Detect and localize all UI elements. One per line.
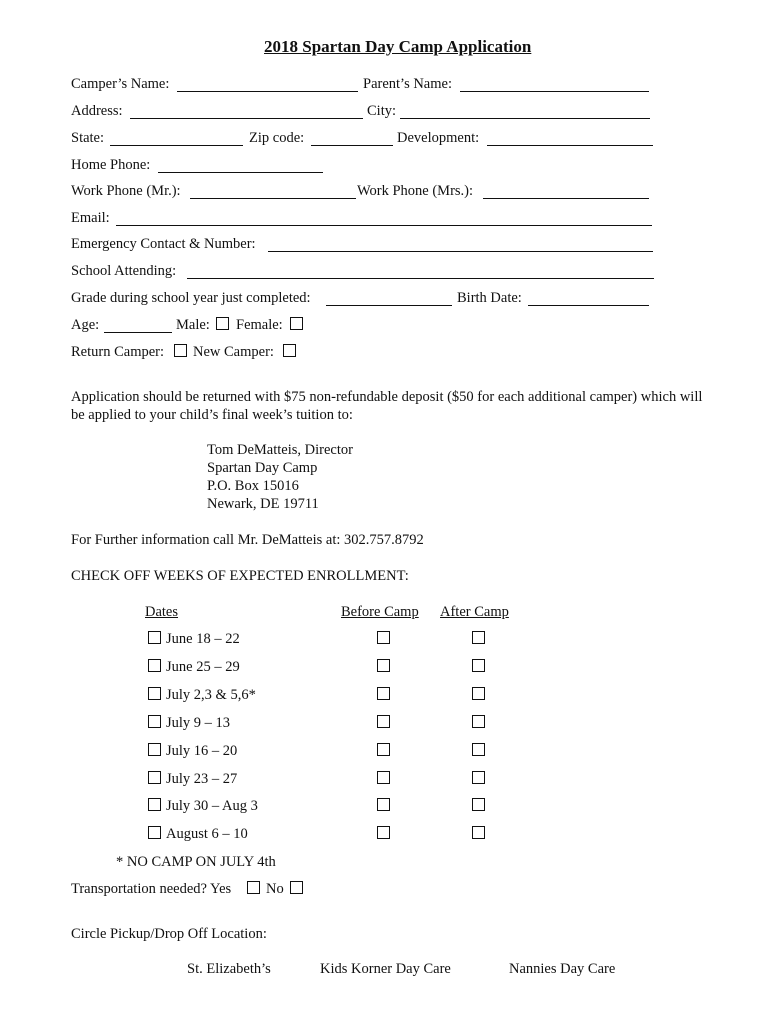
- after-camp-header: After Camp: [440, 604, 509, 620]
- info-text: For Further information call Mr. DeMatteis at: 302.757.8792: [71, 532, 424, 548]
- address-line: Tom DeMatteis, Director: [207, 442, 353, 458]
- week-checkbox[interactable]: [148, 687, 161, 700]
- weeks-heading: CHECK OFF WEEKS OF EXPECTED ENROLLMENT:: [71, 568, 409, 584]
- age-label: Age:: [71, 317, 100, 333]
- address-field[interactable]: [130, 118, 363, 119]
- home-phone-label: Home Phone:: [71, 157, 151, 173]
- age-field[interactable]: [104, 332, 172, 333]
- new-camper-checkbox[interactable]: [283, 344, 296, 357]
- before-camp-header: Before Camp: [341, 604, 419, 620]
- after-camp-checkbox[interactable]: [472, 687, 485, 700]
- after-camp-checkbox[interactable]: [472, 771, 485, 784]
- week-checkbox[interactable]: [148, 631, 161, 644]
- no-camp-note: * NO CAMP ON JULY 4th: [116, 854, 276, 870]
- page-title: 2018 Spartan Day Camp Application: [264, 37, 532, 56]
- grade-label: Grade during school year just completed:: [71, 290, 311, 306]
- state-field[interactable]: [110, 145, 243, 146]
- week-checkbox[interactable]: [148, 771, 161, 784]
- city-label: City:: [367, 103, 397, 119]
- before-camp-checkbox[interactable]: [377, 743, 390, 756]
- return-camper-label: Return Camper:: [71, 344, 165, 360]
- emergency-contact-label: Emergency Contact & Number:: [71, 236, 256, 252]
- grade-field[interactable]: [326, 305, 452, 306]
- male-checkbox[interactable]: [216, 317, 229, 330]
- after-camp-checkbox[interactable]: [472, 631, 485, 644]
- male-label: Male:: [176, 317, 210, 333]
- location-nannies[interactable]: Nannies Day Care: [509, 961, 616, 977]
- development-label: Development:: [397, 130, 480, 146]
- instructions-line-2: be applied to your child’s final week’s tuition to:: [71, 407, 353, 423]
- week-label: July 2,3 & 5,6*: [166, 687, 256, 703]
- location-st-elizabeths[interactable]: St. Elizabeth’s: [187, 961, 271, 977]
- school-label: School Attending:: [71, 263, 177, 279]
- before-camp-checkbox[interactable]: [377, 798, 390, 811]
- campers-name-label: Camper’s Name:: [71, 76, 170, 92]
- week-label: July 9 – 13: [166, 715, 231, 731]
- week-label: August 6 – 10: [166, 826, 248, 842]
- city-field[interactable]: [400, 118, 650, 119]
- after-camp-checkbox[interactable]: [472, 659, 485, 672]
- after-camp-checkbox[interactable]: [472, 826, 485, 839]
- return-camper-checkbox[interactable]: [174, 344, 187, 357]
- parents-name-label: Parent’s Name:: [363, 76, 452, 92]
- pickup-heading: Circle Pickup/Drop Off Location:: [71, 926, 267, 942]
- week-checkbox[interactable]: [148, 798, 161, 811]
- before-camp-checkbox[interactable]: [377, 687, 390, 700]
- zip-label: Zip code:: [249, 130, 305, 146]
- female-checkbox[interactable]: [290, 317, 303, 330]
- week-label: July 30 – Aug 3: [166, 798, 258, 814]
- transportation-no-label: No: [266, 881, 284, 897]
- work-phone-mr-field[interactable]: [190, 198, 356, 199]
- location-kids-korner[interactable]: Kids Korner Day Care: [320, 961, 451, 977]
- transportation-label: Transportation needed? Yes: [71, 881, 232, 897]
- school-field[interactable]: [187, 278, 654, 279]
- birth-date-label: Birth Date:: [457, 290, 522, 306]
- before-camp-checkbox[interactable]: [377, 715, 390, 728]
- week-checkbox[interactable]: [148, 659, 161, 672]
- email-field[interactable]: [116, 225, 652, 226]
- before-camp-checkbox[interactable]: [377, 631, 390, 644]
- week-checkbox[interactable]: [148, 826, 161, 839]
- week-label: June 25 – 29: [166, 659, 240, 675]
- week-checkbox[interactable]: [148, 743, 161, 756]
- after-camp-checkbox[interactable]: [472, 743, 485, 756]
- state-label: State:: [71, 130, 105, 146]
- address-line: Newark, DE 19711: [207, 496, 319, 512]
- female-label: Female:: [236, 317, 283, 333]
- work-phone-mr-label: Work Phone (Mr.):: [71, 183, 181, 199]
- zip-field[interactable]: [311, 145, 393, 146]
- parents-name-field[interactable]: [460, 91, 649, 92]
- work-phone-mrs-field[interactable]: [483, 198, 649, 199]
- email-label: Email:: [71, 210, 110, 226]
- dates-header: Dates: [145, 604, 179, 620]
- transportation-no-checkbox[interactable]: [290, 881, 303, 894]
- campers-name-field[interactable]: [177, 91, 358, 92]
- development-field[interactable]: [487, 145, 653, 146]
- week-checkbox[interactable]: [148, 715, 161, 728]
- week-label: July 23 – 27: [166, 771, 238, 787]
- address-line: Spartan Day Camp: [207, 460, 318, 476]
- instructions-line-1: Application should be returned with $75 non-refundable deposit ($50 for each additional camper) which will: [71, 389, 703, 405]
- week-label: June 18 – 22: [166, 631, 240, 647]
- week-label: July 16 – 20: [166, 743, 238, 759]
- address-line: P.O. Box 15016: [207, 478, 299, 494]
- emergency-contact-field[interactable]: [268, 251, 653, 252]
- before-camp-checkbox[interactable]: [377, 826, 390, 839]
- transportation-yes-checkbox[interactable]: [247, 881, 260, 894]
- home-phone-field[interactable]: [158, 172, 323, 173]
- work-phone-mrs-label: Work Phone (Mrs.):: [357, 183, 474, 199]
- address-label: Address:: [71, 103, 123, 119]
- after-camp-checkbox[interactable]: [472, 798, 485, 811]
- new-camper-label: New Camper:: [193, 344, 274, 360]
- before-camp-checkbox[interactable]: [377, 771, 390, 784]
- after-camp-checkbox[interactable]: [472, 715, 485, 728]
- before-camp-checkbox[interactable]: [377, 659, 390, 672]
- birth-date-field[interactable]: [528, 305, 649, 306]
